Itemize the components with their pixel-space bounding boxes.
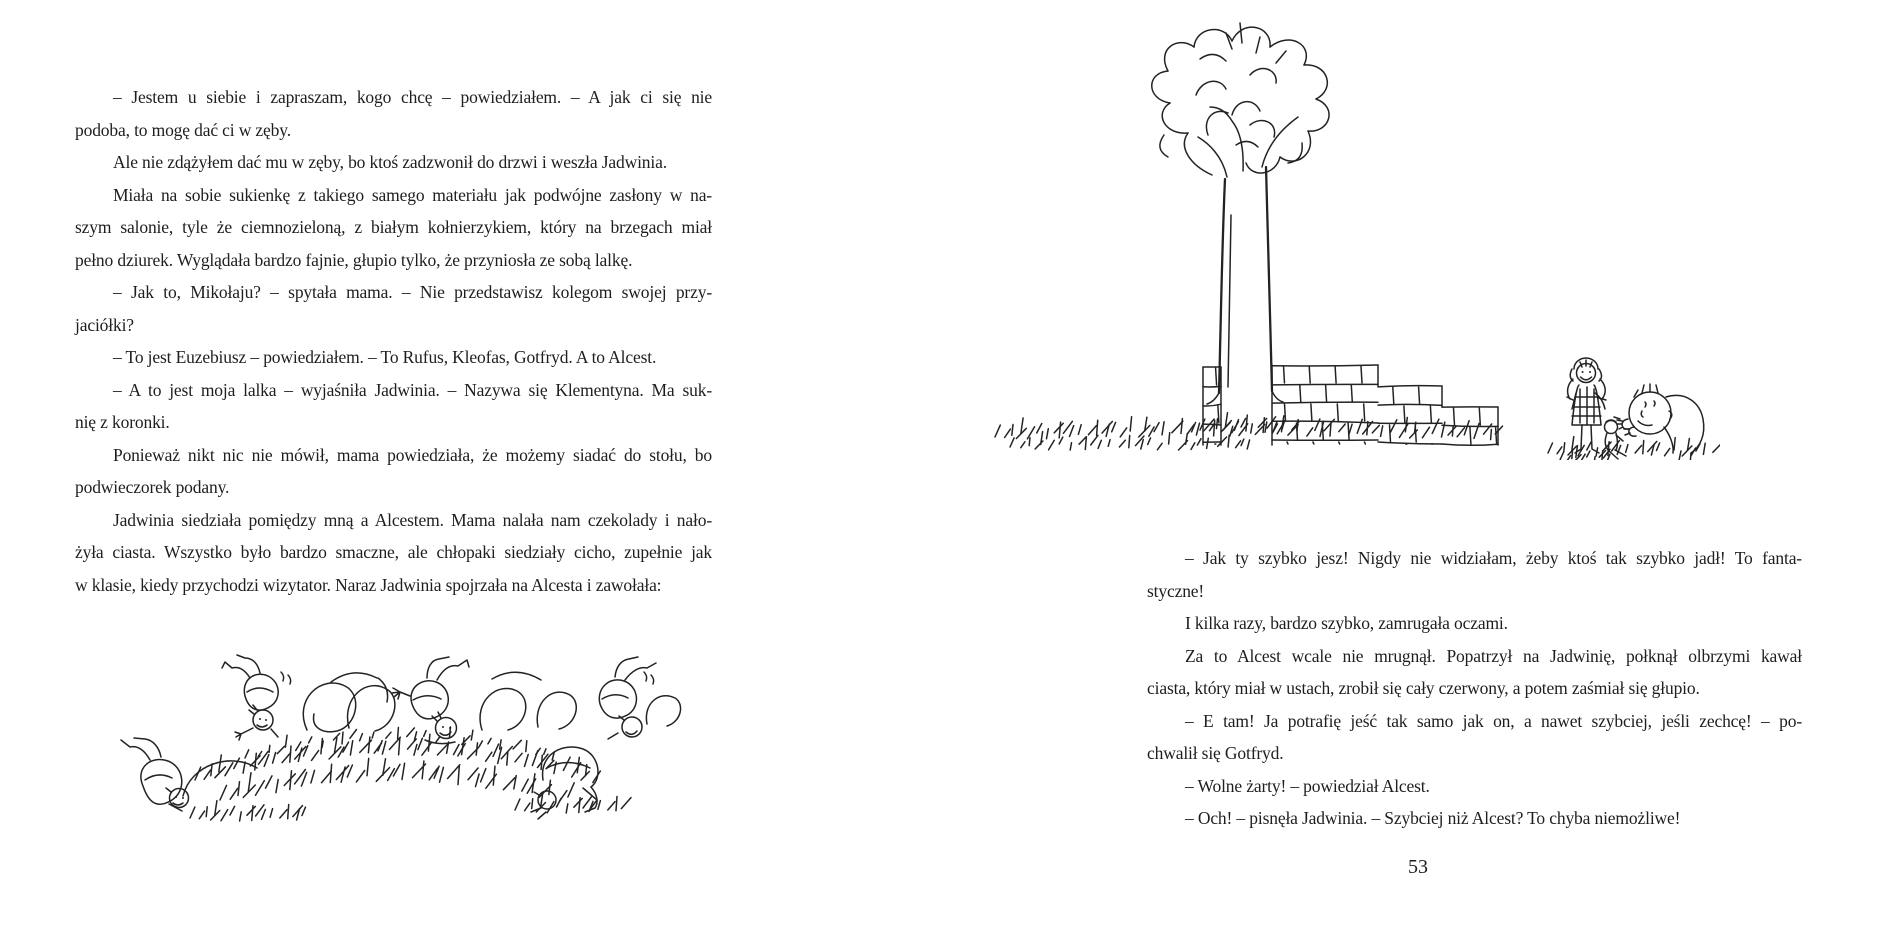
text-line: Za to Alcest wcale nie mrugnął. Popatrzył na Jadwinię, połknął olbrzymi kawał xyxy=(1185,645,1802,666)
text-line: Ale nie zdążyłem dać mu w zęby, bo ktoś zadzwonił do drzwi i weszła Jadwinia. xyxy=(113,152,667,172)
text-line: chwalił się Gotfryd. xyxy=(1147,743,1284,763)
tumbling-child-3 xyxy=(392,657,469,744)
right-page-text xyxy=(1147,542,1802,835)
brick-wall-edges xyxy=(1203,365,1498,445)
text-line: I kilka razy, bardzo szybko, zamrugała oczami. xyxy=(1185,613,1508,633)
text-line: styczne! xyxy=(1147,580,1205,601)
text-line: Ponieważ nikt nic nie mówił, mama powiedziała, że możemy siadać do stołu, bo xyxy=(113,444,712,465)
tumbling-child-5 xyxy=(531,747,598,819)
text-line: – A to jest moja lalka – wyjaśniła Jadwinia. – Nazywa się Klementyna. Ma suk- xyxy=(113,379,712,400)
text-line: nię z koronki. xyxy=(75,412,170,432)
text-line: – E tam! Ja potrafię jeść tak samo jak on, a nawet szybciej, jeśli zechcę! – po- xyxy=(1185,710,1802,731)
left-page-text xyxy=(75,81,712,601)
motion-arcs-left xyxy=(303,673,395,732)
tumbling-child-2 xyxy=(222,655,291,740)
tree-trunk xyxy=(1198,107,1298,404)
tree-foliage xyxy=(1152,23,1329,175)
text-line: szym salonie, tyle że ciemnozieloną, z białym kołnierzykiem, który na brzegach miał xyxy=(75,217,712,237)
text-line: – Jak to, Mikołaju? – spytała mama. – Nie przedstawisz kolegom swojej przy- xyxy=(113,282,712,302)
text-line: – To jest Euzebiusz – powiedziałem. – To Rufus, Kleofas, Gotfryd. A to Alcest. xyxy=(113,347,657,367)
grass-strokes xyxy=(190,727,631,821)
text-line: jaciółki? xyxy=(75,314,134,335)
text-line: w klasie, kiedy przychodzi wizytator. Naraz Jadwinia spojrzała na Alcesta i zawołała: xyxy=(75,574,662,595)
tumbling-children-illustration xyxy=(95,648,725,838)
text-line: – Wolne żarty! – powiedział Alcest. xyxy=(1185,775,1430,796)
text-line: żyła ciasta. Wszystko było bardzo smaczne, ale chłopaki siedziały cicho, zupełnie jak xyxy=(75,542,712,562)
motion-arcs-middle xyxy=(480,672,576,730)
text-line: pełno dziurek. Wyglądała bardzo fajnie, głupio tylko, że przyniosła ze sobą lalkę. xyxy=(75,249,633,270)
text-line: Jadwinia siedziała pomiędzy mną a Alcestem. Mama nalała nam czekolady i nało- xyxy=(113,509,712,530)
tree-wall-children-illustration xyxy=(950,15,1720,460)
text-line: Miała na sobie sukienkę z takiego samego materiału jak podwójne zasłony w na- xyxy=(113,184,712,205)
text-line: ciasta, który miał w ustach, zrobił się cały czerwony, a potem zaśmiał się głupio. xyxy=(1147,678,1700,698)
text-line: – Och! – pisnęła Jadwinia. – Szybciej niż Alcest? To chyba niemożliwe! xyxy=(1185,808,1681,828)
text-line: – Jak ty szybko jesz! Nigdy nie widziałam, żeby ktoś tak szybko jadł! To fanta- xyxy=(1185,548,1802,568)
tumbling-child-1 xyxy=(121,738,257,811)
page-number: 53 xyxy=(1408,856,1428,878)
text-line: podoba, to mogę dać ci w zęby. xyxy=(75,119,291,140)
text-line: podwieczorek podany. xyxy=(75,477,230,497)
brick-wall xyxy=(1203,365,1498,445)
tumbling-child-4 xyxy=(599,657,680,739)
text-line: – Jestem u siebie i zapraszam, kogo chcę – powiedziałem. – A jak ci się nie xyxy=(113,87,712,107)
